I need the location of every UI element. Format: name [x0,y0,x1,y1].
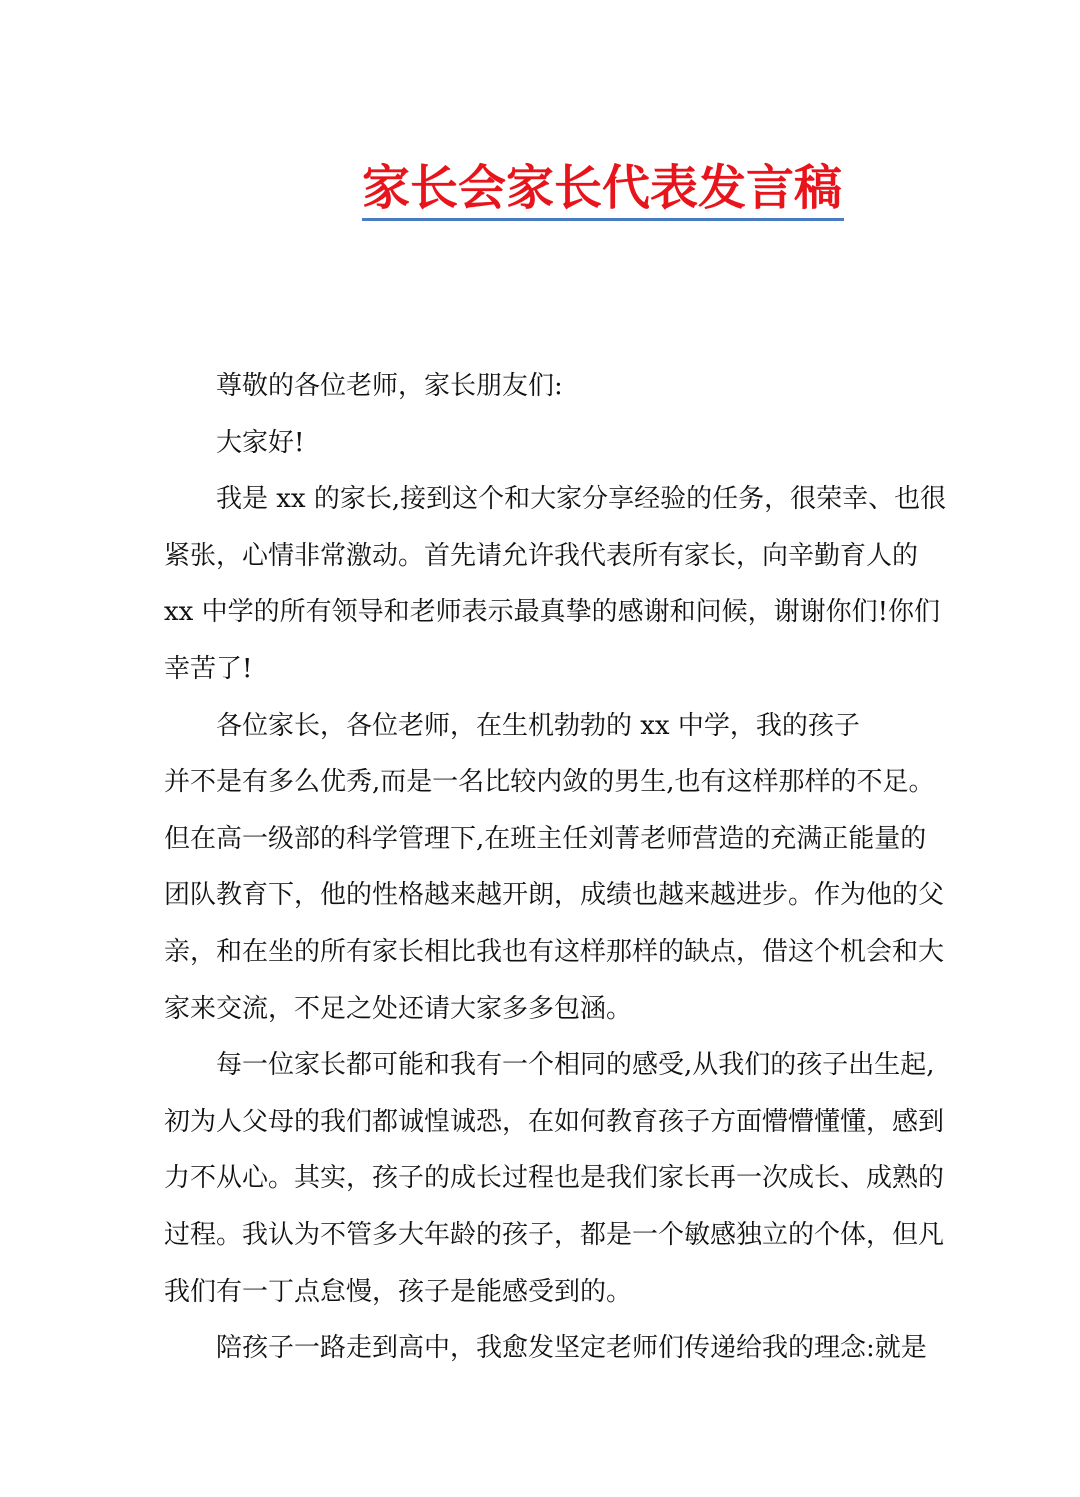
text-line: 陪孩子一路走到高中，我愈发坚定老师们传递给我的理念:就是 [216,1333,927,1364]
text-line: 大家好! [216,427,305,458]
text-line: 团队教育下，他的性格越来越开朗，成绩也越来越进步。作为他的父 [164,880,945,911]
paragraph-highschool [164,1320,927,1377]
text-line: 亲，和在坐的所有家长相比我也有这样那样的缺点，借这个机会和大 [164,936,945,967]
paragraph-hello [164,415,924,472]
text-line: 并不是有多么优秀,而是一名比较内敛的男生,也有这样那样的不足。 [164,767,935,798]
paragraph-child [164,698,945,1038]
text-line: 紧张，心情非常激动。首先请允许我代表所有家长，向辛勤育人的 [164,540,919,571]
text-line: 尊敬的各位老师，家长朋友们: [216,371,563,401]
paragraph-greeting [164,358,924,415]
text-line: 每一位家长都可能和我有一个相同的感受,从我们的孩子出生起, [216,1050,935,1081]
text-line: 我们有一丁点怠慢，孩子是能感受到的。 [164,1276,633,1307]
text-line: 初为人父母的我们都诚惶诚恐，在如何教育孩子方面懵懵懂懂，感到 [164,1106,945,1137]
title-underline [362,218,844,221]
text-line: 幸苦了! [164,653,253,684]
document-title: 家长会家长代表发言稿 [362,160,843,216]
paragraph-intro [164,471,947,697]
text-line: 家来交流，不足之处还请大家多多包涵。 [164,993,633,1024]
paragraph-feelings [164,1037,945,1320]
text-line: 但在高一级部的科学管理下,在班主任刘菁老师营造的充满正能量的 [164,823,927,854]
document-body [164,358,947,1377]
text-line: 力不从心。其实，孩子的成长过程也是我们家长再一次成长、成熟的 [164,1163,945,1194]
text-line: 我是 xx 的家长,接到这个和大家分享经验的任务，很荣幸、也很 [216,484,947,515]
text-line: 各位家长，各位老师，在生机勃勃的 xx 中学，我的孩子 [216,710,860,741]
text-line: 过程。我认为不管多大年龄的孩子，都是一个敏感独立的个体，但凡 [164,1219,945,1250]
text-line: xx 中学的所有领导和老师表示最真挚的感谢和问候，谢谢你们!你们 [164,597,941,628]
